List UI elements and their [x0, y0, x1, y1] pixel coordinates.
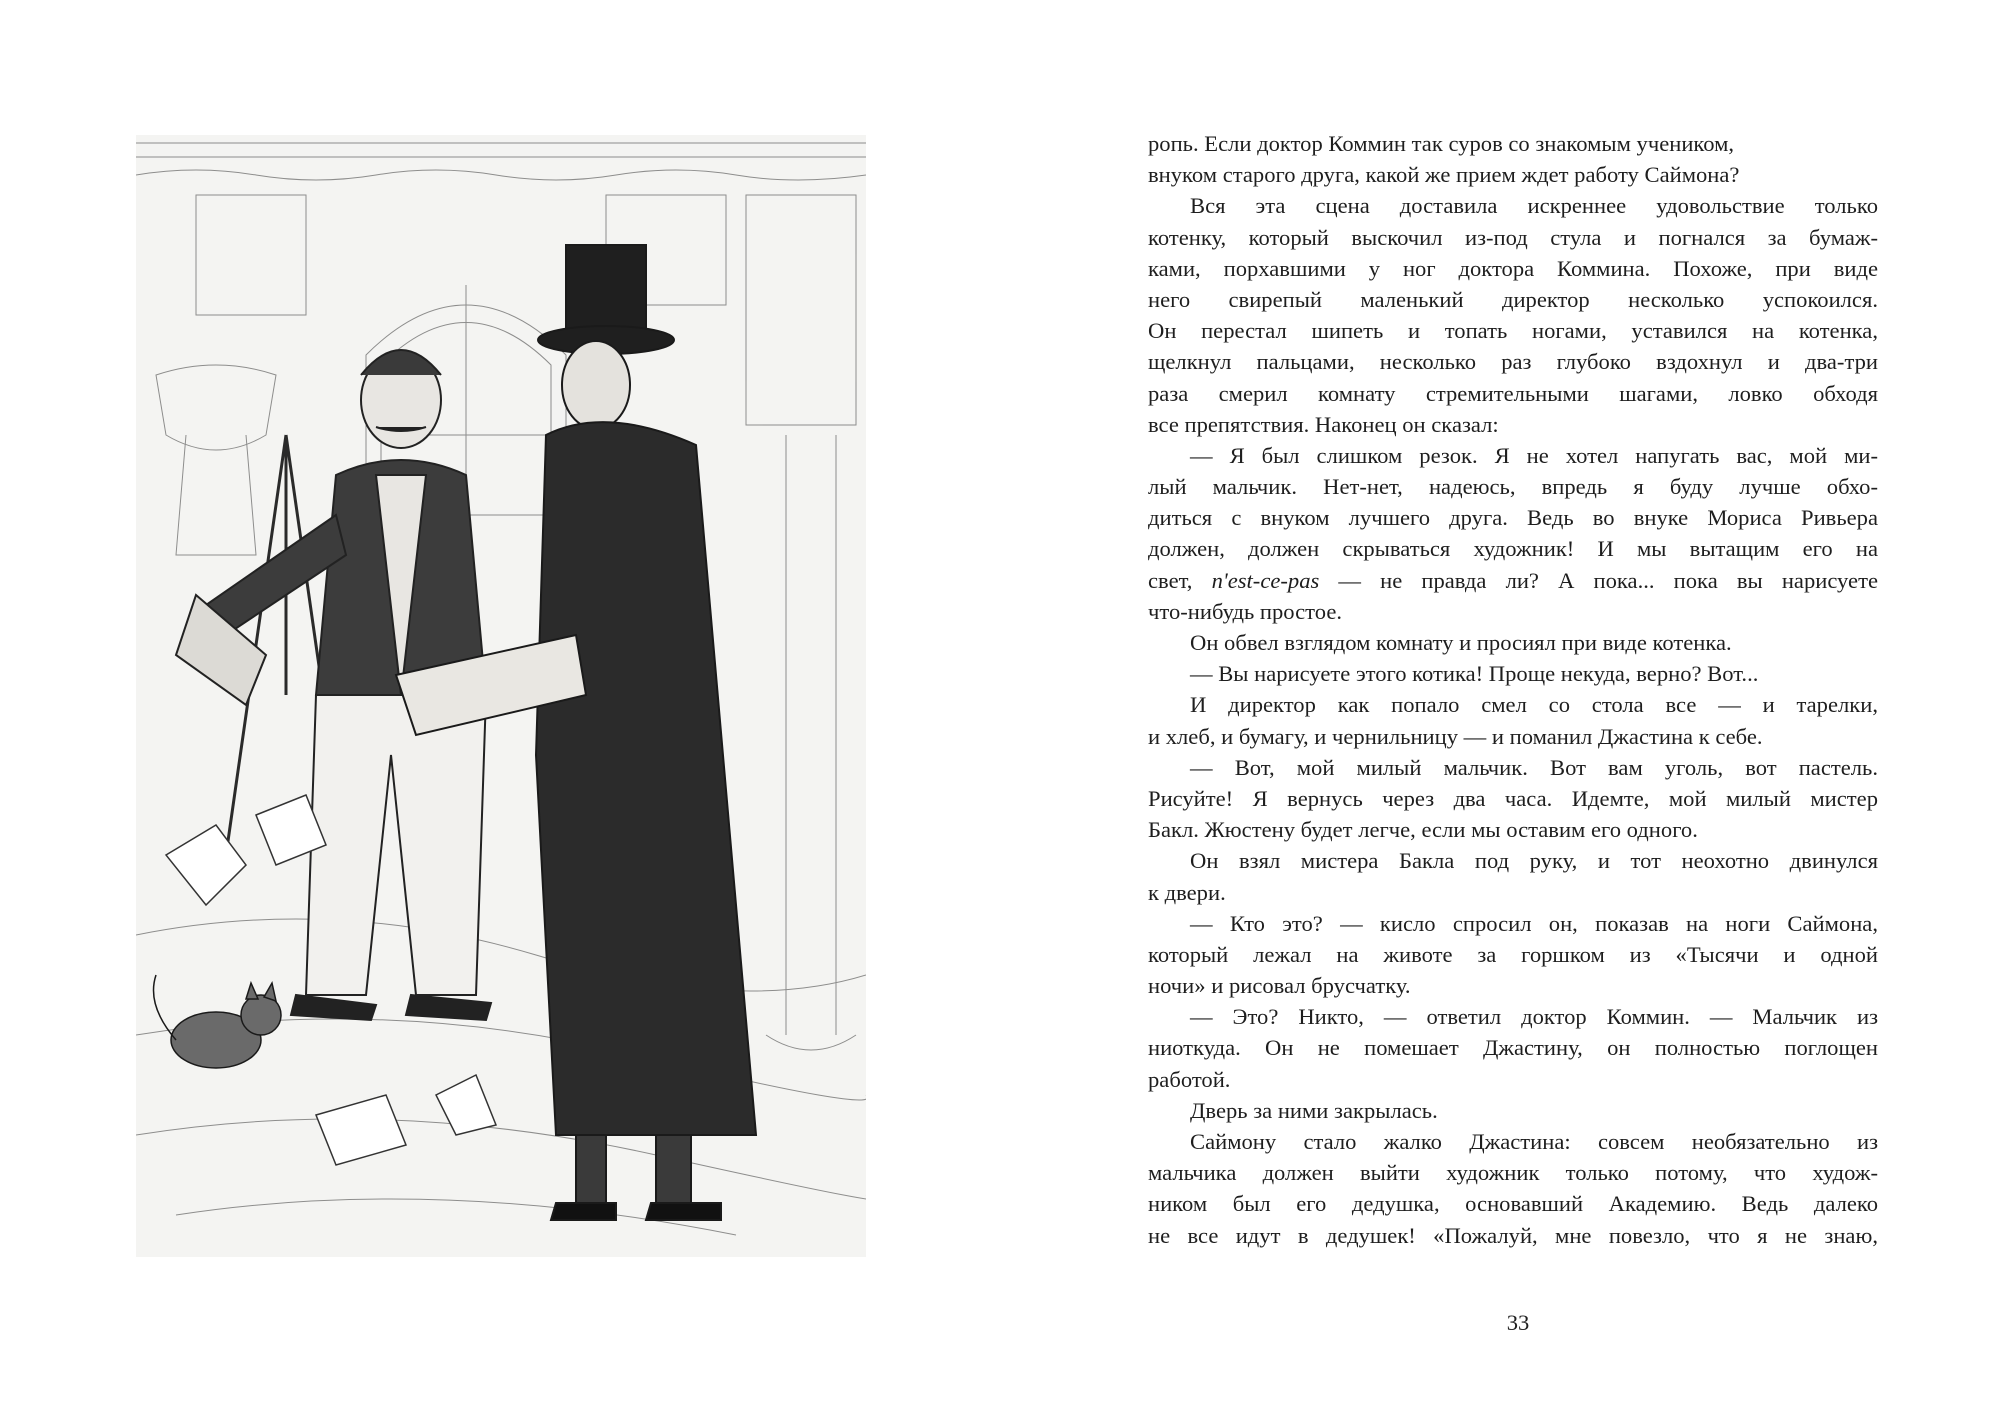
text-line: что-нибудь простое. — [1148, 598, 1342, 624]
text-line: лый мальчик. Нет-нет, надеюсь, впредь я буду лучше обхо- — [1148, 474, 1878, 500]
text-line: И директор как попало смел со стола все — и тарелки, — [1190, 692, 1878, 718]
text-line: работой. — [1148, 1066, 1231, 1092]
text-line: Вся эта сцена доставила искреннее удовольствие только — [1190, 193, 1878, 219]
text-line: — Кто это? — кисло спросил он, показав на ноги Саймона, — [1190, 910, 1878, 936]
text-line: — Это? Никто, — ответил доктор Коммин. — Мальчик из — [1190, 1004, 1878, 1030]
text-line: — Вы нарисуете этого котика! Проще некуда, верно? Вот... — [1190, 661, 1759, 687]
text-line: Он обвел взглядом комнату и просиял при виде котенка. — [1190, 630, 1732, 655]
text-line: раза смерил комнату стремительными шагами, ловко обходя — [1148, 380, 1878, 406]
text-line: Бакл. Жюстену будет легче, если мы оставим его одного. — [1148, 817, 1698, 843]
text-line: ропь. Если доктор Коммин так суров со знакомым учеником, — [1148, 131, 1735, 156]
text-line: Саймону стало жалко Джастина: совсем необязательно из — [1190, 1129, 1878, 1154]
text-line: котенку, который выскочил из-под стула и погнался за бумаж- — [1148, 224, 1878, 250]
engraving-illustration-icon — [136, 135, 866, 1257]
text-column — [1148, 128, 1878, 1288]
text-line: — Я был слишком резок. Я не хотел напугать вас, мой ми- — [1190, 442, 1878, 468]
text-line: внуком старого друга, какой же прием ждет работу Саймона? — [1148, 162, 1740, 188]
page-number: 33 — [1506, 1310, 1530, 1335]
text-line: диться с внуком лучшего друга. Ведь во внуке Мориса Ривьера — [1148, 505, 1878, 531]
text-line: щелкнул пальцами, несколько раз глубоко вздохнул и два-три — [1148, 349, 1878, 375]
text-line: Дверь за ними закрылась. — [1190, 1097, 1438, 1123]
text-line: него свирепый маленький директор несколько успокоился. — [1148, 286, 1878, 312]
text-italic-fragment: n'est-ce-pas — [1211, 567, 1320, 593]
text-line: Он перестал шипеть и топать ногами, уставился на котенка, — [1148, 318, 1878, 344]
text-line: Он взял мистера Бакла под руку, и тот неохотно двинулся — [1190, 848, 1878, 874]
text-fragment: — не правда ли? А пока... пока вы нарисуете — [1338, 567, 1878, 593]
text-line: Рисуйте! Я вернусь через два часа. Идемте, мой милый мистер — [1148, 785, 1878, 811]
text-line: и хлеб, и бумагу, и чернильницу — и поманил Джастина к себе. — [1148, 723, 1763, 749]
illustration — [136, 135, 866, 1257]
text-line: к двери. — [1148, 879, 1226, 905]
text-line: ником был его дедушка, основавший Академию. Ведь далеко — [1148, 1191, 1878, 1217]
text-line: ниоткуда. Он не помешает Джастину, он полностью поглощен — [1148, 1035, 1878, 1061]
text-line: все препятствия. Наконец он сказал: — [1148, 411, 1499, 437]
text-fragment: свет, — [1148, 567, 1193, 593]
text-line: — Вот, мой милый мальчик. Вот вам уголь, вот пастель. — [1190, 754, 1878, 780]
text-line: должен, должен скрываться художник! И мы вытащим его на — [1148, 536, 1878, 562]
text-line: ночи» и рисовал брусчатку. — [1148, 973, 1411, 999]
text-line: ками, порхавшими у ног доктора Коммина. Похоже, при виде — [1148, 255, 1878, 281]
text-line: не все идут в дедушек! «Пожалуй, мне повезло, что я не знаю, — [1148, 1222, 1878, 1248]
text-line-mixed — [1148, 565, 1878, 596]
text-line: который лежал на животе за горшком из «Тысячи и одной — [1148, 941, 1878, 967]
text-line: мальчика должен выйти художник только потому, что худож- — [1148, 1160, 1878, 1186]
